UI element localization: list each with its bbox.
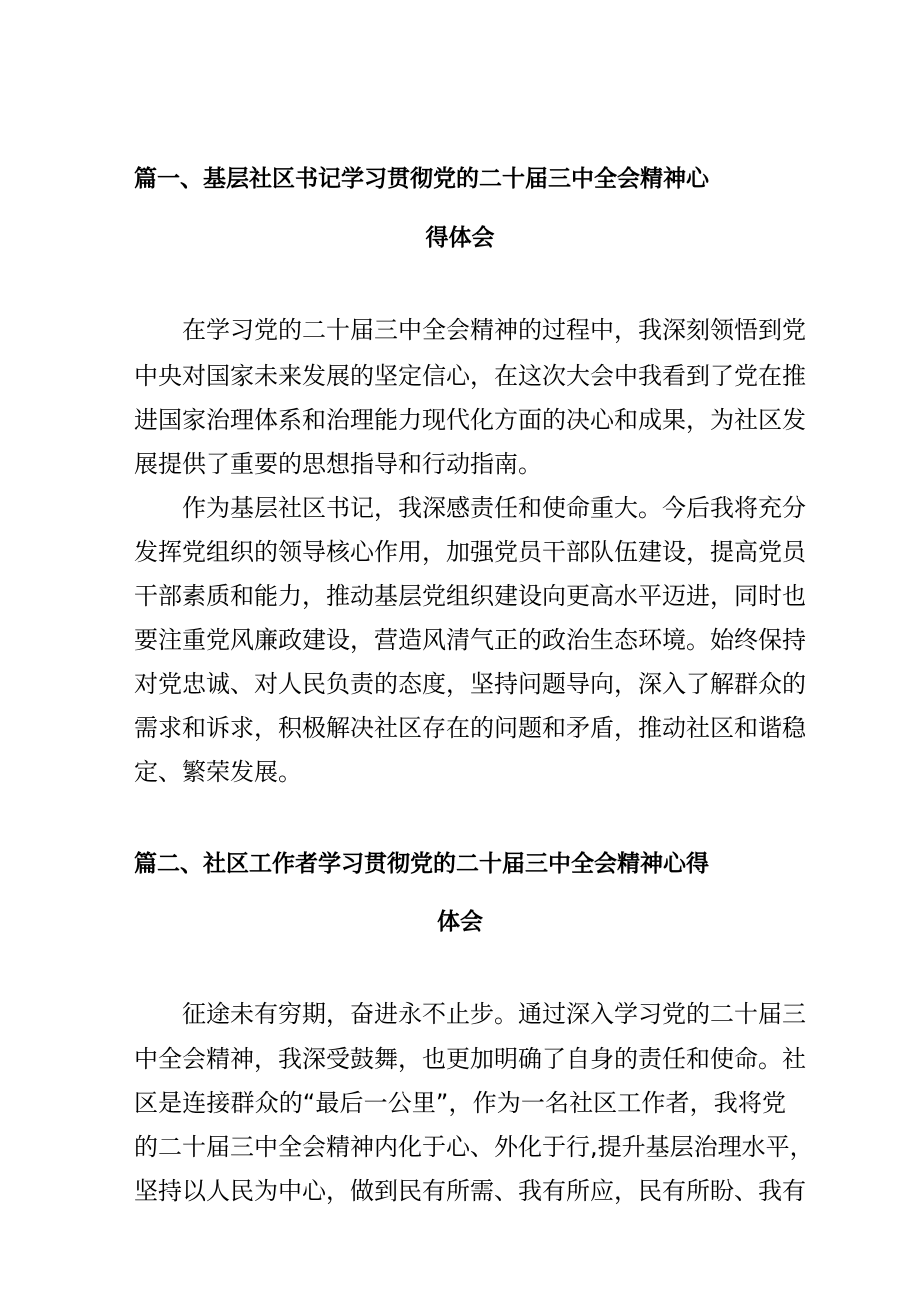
s1-p2-line5: 对党忠诚、对人民负责的态度，坚持问题导向，深入了解群众的 bbox=[134, 670, 806, 698]
section-1-heading-line2: 得体会 bbox=[425, 225, 495, 251]
s1-p1-line1: 在学习党的二十届三中全会精神的过程中，我深刻领悟到党 bbox=[182, 316, 806, 344]
s2-p1-line1: 征途未有穷期，奋进永不止步。通过深入学习党的二十届三 bbox=[182, 1000, 806, 1028]
s1-p2-line2: 发挥党组织的领导核心作用，加强党员干部队伍建设，提高党员 bbox=[134, 538, 806, 566]
s1-p1-line2: 中央对国家未来发展的坚定信心，在这次大会中我看到了党在推 bbox=[134, 362, 806, 390]
s2-p1-line2: 中全会精神，我深受鼓舞，也更加明确了自身的责任和使命。社 bbox=[134, 1045, 806, 1073]
s2-p1-line3: 区是连接群众的“最后一公里”，作为一名社区工作者，我将党 bbox=[134, 1089, 786, 1117]
section-2-heading-line1: 篇二、社区工作者学习贯彻党的二十届三中全会精神心得 bbox=[134, 851, 709, 877]
s1-p1-line4: 展提供了重要的思想指导和行动指南。 bbox=[134, 450, 542, 478]
s2-p1-line4: 的二十届三中全会精神内化于心、外化于行,提升基层治理水平， bbox=[134, 1133, 814, 1161]
s1-p2-line7: 定、繁荣发展。 bbox=[134, 758, 302, 786]
s1-p1-line3: 进国家治理体系和治理能力现代化方面的决心和成果，为社区发 bbox=[134, 406, 806, 434]
s1-p2-line1: 作为基层社区书记，我深感责任和使命重大。今后我将充分 bbox=[182, 494, 806, 522]
section-1-heading-line1: 篇一、基层社区书记学习贯彻党的二十届三中全会精神心 bbox=[134, 166, 709, 192]
s1-p2-line4: 要注重党风廉政建设，营造风清气正的政治生态环境。始终保持 bbox=[134, 626, 806, 654]
s1-p2-line6: 需求和诉求，积极解决社区存在的问题和矛盾，推动社区和谐稳 bbox=[134, 714, 806, 742]
s2-p1-line5: 坚持以人民为中心，做到民有所需、我有所应，民有所盼、我有 bbox=[134, 1177, 806, 1205]
s1-p2-line3: 干部素质和能力，推动基层党组织建设向更高水平迈进，同时也 bbox=[134, 582, 806, 610]
section-2-heading-line2: 体会 bbox=[437, 909, 483, 935]
